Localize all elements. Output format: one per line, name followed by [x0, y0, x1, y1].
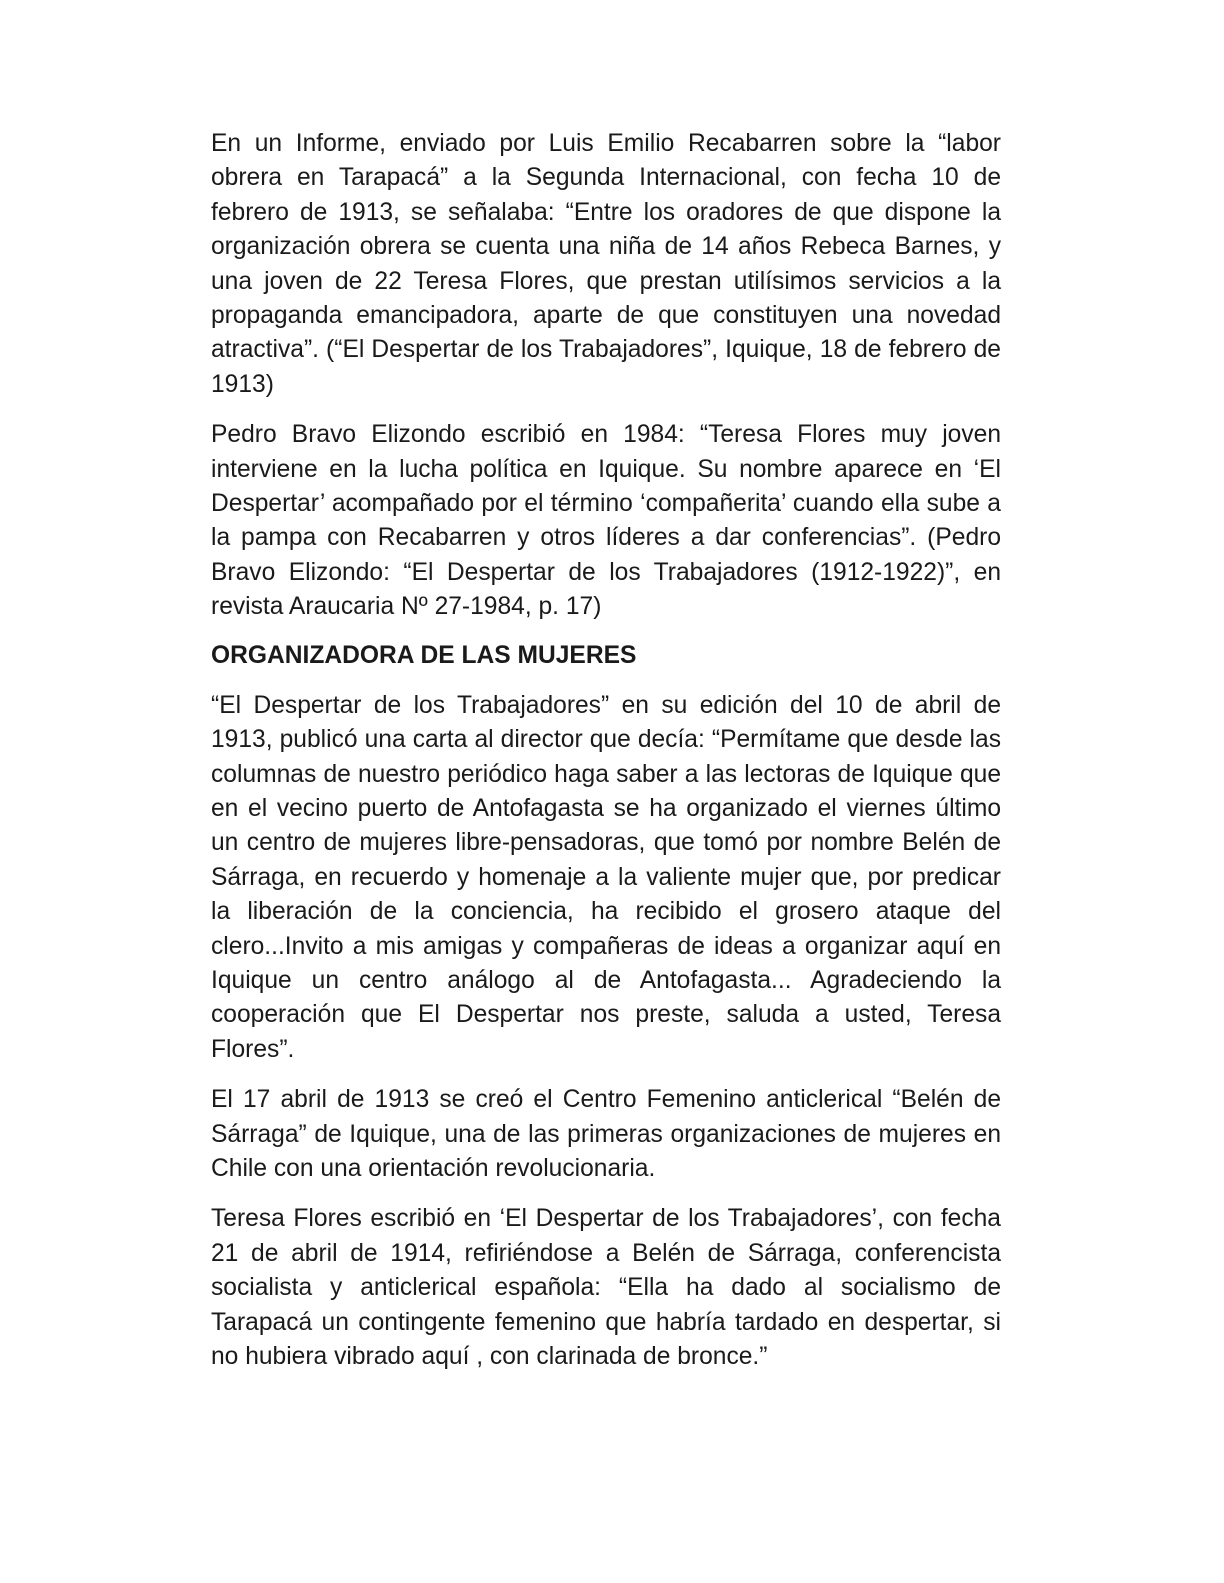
document-page: [211, 127, 1001, 1390]
paragraph-centro-femenino: El 17 abril de 1913 se creó el Centro Femenino anticlerical “Belén de Sárraga” de Iquique, una de las primeras organizaciones de mujeres en Chile con una orientación revolucionaria.: [211, 1086, 1001, 1182]
paragraph-belen-sarraga: Teresa Flores escribió en ‘El Despertar de los Trabajadores’, con fecha 21 de abril de 1914, refiriéndose a Belén de Sárraga, conferencista socialista y anticlerical española: “Ella ha dado al socialismo de Tarapacá un contingente femenino que habría tardado en despertar, si no hubiera vibrado aquí , con clarinada de bronce.”: [211, 1205, 1001, 1370]
paragraph-informe-recabarren: En un Informe, enviado por Luis Emilio Recabarren sobre la “labor obrera en Tarapacá” a la Segunda Internacional, con fecha 10 de febrero de 1913, se señalaba: “Entre los oradores de que dispone la organización obrera se cuenta una niña de 14 años Rebeca Barnes, y una joven de 22 Teresa Flores, que prestan utilísimos servicios a la propaganda emancipadora, aparte de que constituyen una novedad atractiva”. (“El Despertar de los Trabajadores”, Iquique, 18 de febrero de 1913): [211, 130, 1001, 398]
paragraph-bravo-elizondo: Pedro Bravo Elizondo escribió en 1984: “Teresa Flores muy joven interviene en la lucha política en Iquique. Su nombre aparece en ‘El Despertar’ acompañado por el término ‘compañerita’ cuando ella sube a la pampa con Recabarren y otros líderes a dar conferencias”. (Pedro Bravo Elizondo: “El Despertar de los Trabajadores (1912-1922)”, en revista Araucaria Nº 27-1984, p. 17): [211, 421, 1001, 621]
section-heading: ORGANIZADORA DE LAS MUJERES: [211, 641, 637, 669]
paragraph-carta-director: “El Despertar de los Trabajadores” en su edición del 10 de abril de 1913, publicó una carta al director que decía: “Permítame que desde las columnas de nuestro periódico haga saber a las lectoras de Iquique que en el vecino puerto de Antofagasta se ha organizado el viernes último un centro de mujeres libre-pensadoras, que tomó por nombre Belén de Sárraga, en recuerdo y homenaje a la valiente mujer que, por predicar la liberación de la conciencia, ha recibido el grosero ataque del clero...Invito a mis amigas y compañeras de ideas a organizar aquí en Iquique un centro análogo al de Antofagasta... Agradeciendo la cooperación que El Despertar nos preste, saluda a usted, Teresa Flores”.: [211, 691, 1001, 1063]
